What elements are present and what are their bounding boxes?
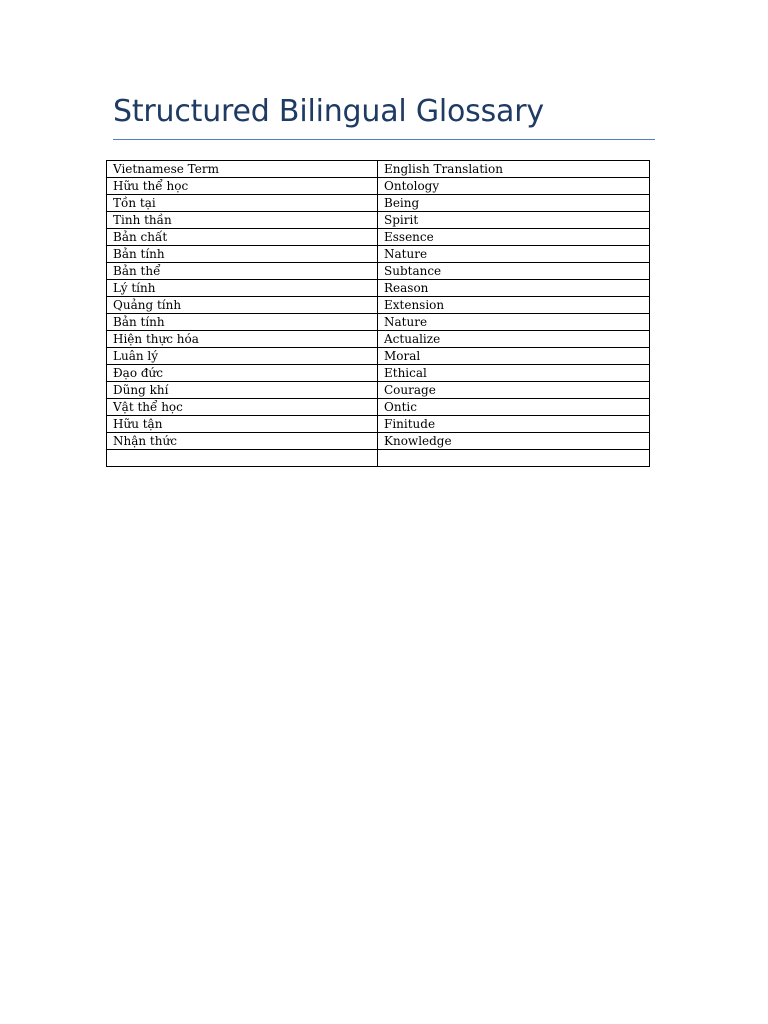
- english-translation-cell: Being: [378, 195, 650, 212]
- english-translation-cell: Essence: [378, 229, 650, 246]
- table-row: [107, 382, 650, 399]
- english-translation-cell: Finitude: [378, 416, 650, 433]
- table-row: [107, 246, 650, 263]
- table-row: [107, 433, 650, 450]
- vietnamese-term-cell: Bản tính: [107, 314, 378, 331]
- table-row: [107, 229, 650, 246]
- vietnamese-term-cell: Vật thể học: [107, 399, 378, 416]
- english-translation-cell: Moral: [378, 348, 650, 365]
- english-translation-cell: Ontic: [378, 399, 650, 416]
- table-header-row: [107, 161, 650, 178]
- vietnamese-term-cell: Nhận thức: [107, 433, 378, 450]
- vietnamese-term-cell: Dũng khí: [107, 382, 378, 399]
- table-row: [107, 399, 650, 416]
- english-translation-cell: Ontology: [378, 178, 650, 195]
- english-translation-cell: Subtance: [378, 263, 650, 280]
- table-row: [107, 314, 650, 331]
- vietnamese-term-cell: Lý tính: [107, 280, 378, 297]
- english-translation-cell: Extension: [378, 297, 650, 314]
- english-translation-cell: Spirit: [378, 212, 650, 229]
- vietnamese-term-cell: Bản tính: [107, 246, 378, 263]
- table-row: [107, 297, 650, 314]
- vietnamese-term-cell: Đạo đức: [107, 365, 378, 382]
- english-translation-cell: Actualize: [378, 331, 650, 348]
- table-row: [107, 348, 650, 365]
- title-underline: [113, 139, 655, 140]
- header-vietnamese-term: Vietnamese Term: [107, 161, 378, 178]
- vietnamese-term-cell: Quảng tính: [107, 297, 378, 314]
- vietnamese-term-cell: Tinh thần: [107, 212, 378, 229]
- vietnamese-term-cell: Luân lý: [107, 348, 378, 365]
- document-title: Structured Bilingual Glossary: [113, 94, 544, 129]
- table-row: [107, 416, 650, 433]
- table-row: [107, 178, 650, 195]
- glossary-table: [106, 160, 650, 467]
- table-row: [107, 212, 650, 229]
- english-translation-cell: Ethical: [378, 365, 650, 382]
- english-translation-cell: Reason: [378, 280, 650, 297]
- table-row: [107, 195, 650, 212]
- english-translation-cell: Courage: [378, 382, 650, 399]
- vietnamese-term-cell: Hữu tận: [107, 416, 378, 433]
- english-translation-cell: [378, 450, 650, 467]
- english-translation-cell: Nature: [378, 246, 650, 263]
- english-translation-cell: Knowledge: [378, 433, 650, 450]
- vietnamese-term-cell: Hiện thực hóa: [107, 331, 378, 348]
- table-row: [107, 263, 650, 280]
- vietnamese-term-cell: Bản chất: [107, 229, 378, 246]
- vietnamese-term-cell: Bản thể: [107, 263, 378, 280]
- vietnamese-term-cell: Tồn tại: [107, 195, 378, 212]
- english-translation-cell: Nature: [378, 314, 650, 331]
- table-row: [107, 365, 650, 382]
- table-row: [107, 331, 650, 348]
- table-row: [107, 450, 650, 467]
- vietnamese-term-cell: Hữu thể học: [107, 178, 378, 195]
- vietnamese-term-cell: [107, 450, 378, 467]
- table-row: [107, 280, 650, 297]
- header-english-translation: English Translation: [378, 161, 650, 178]
